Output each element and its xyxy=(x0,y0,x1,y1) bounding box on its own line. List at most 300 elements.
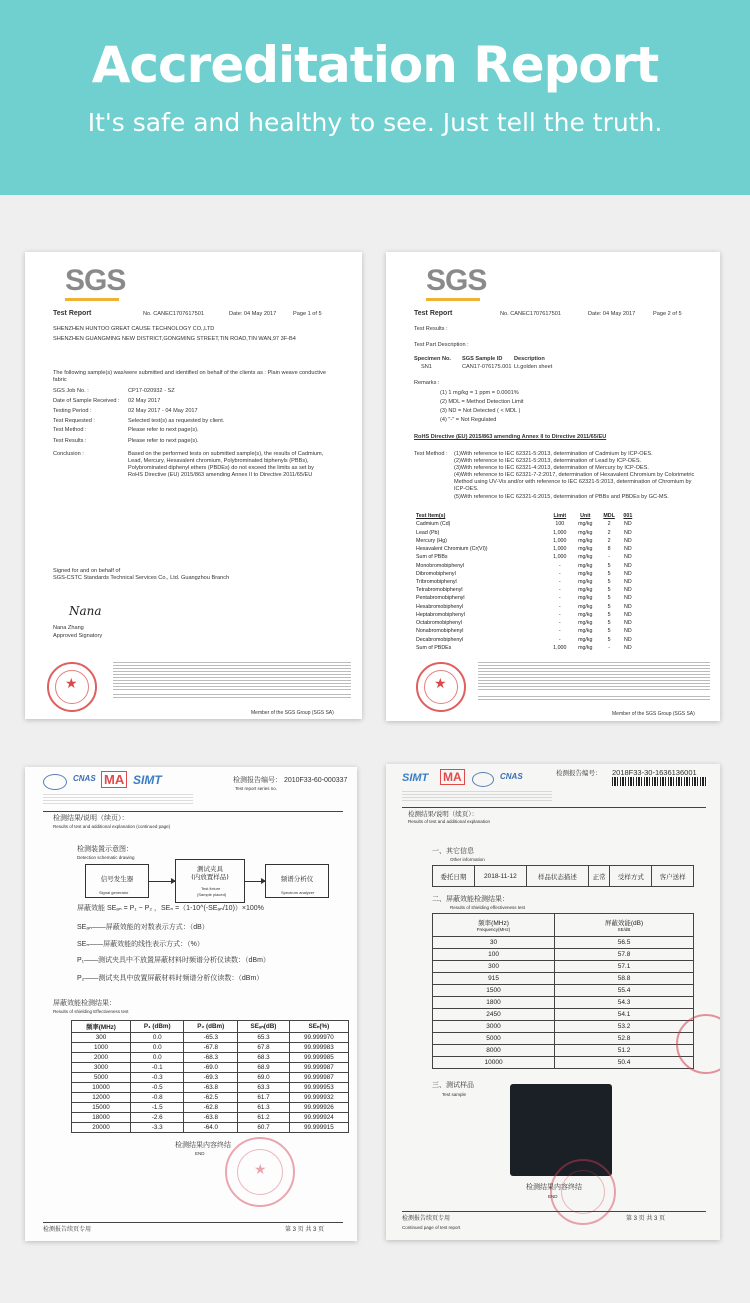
table-title: 屏蔽效能检测结果： xyxy=(53,1000,116,1007)
table-cell: 57.1 xyxy=(555,960,694,972)
table-cell: 65.3 xyxy=(238,1033,290,1043)
table-row xyxy=(433,1056,694,1068)
table-cell: 100 xyxy=(433,948,555,960)
conclusion-label: Conclusion : xyxy=(53,451,84,457)
table-cell: 5 xyxy=(607,562,611,569)
table-cell: 2 xyxy=(607,529,611,536)
info-value: 正常 xyxy=(588,866,610,887)
table-cell: ND xyxy=(624,537,632,544)
table-cell: ND xyxy=(624,562,632,569)
table-cell: -62.5 xyxy=(184,1093,238,1103)
table-cell: mg/kg xyxy=(578,603,593,610)
company-address: SHENZHEN GUANGMING NEW DISTRICT,GONGMING STREET,TIN ROAD,TIN WAN,97 3F-B4 xyxy=(53,336,296,342)
table-cell: -0.5 xyxy=(131,1083,184,1093)
box-label: 频谱分析仪 xyxy=(280,875,314,883)
field-label: Test Requested : xyxy=(53,418,95,424)
sgs-logo-bar xyxy=(426,298,480,301)
specimen-cell: SN1 xyxy=(421,364,432,370)
table-cell: 99.999915 xyxy=(289,1123,348,1133)
shielding-se-table xyxy=(432,913,694,1069)
table-cell: ND xyxy=(624,546,632,553)
footer-text: Member of the SGS Group (SGS SA) xyxy=(612,711,695,717)
table-cell: 99.999924 xyxy=(289,1113,348,1123)
table-cell: 99.999926 xyxy=(289,1103,348,1113)
table-cell: mg/kg xyxy=(578,628,593,635)
table-cell: 5 xyxy=(607,636,611,643)
table-cell: 1,000 xyxy=(553,644,567,651)
table-row xyxy=(416,561,636,569)
table-cell: Nonabromobiphenyl xyxy=(416,628,464,635)
table-row xyxy=(72,1053,349,1063)
table-cell: Tribromobiphenyl xyxy=(416,578,457,585)
table-cell: 2 xyxy=(607,537,611,544)
box-label-en: Spectrum analyzer xyxy=(281,890,315,895)
table-cell: -63.8 xyxy=(184,1083,238,1093)
table-row xyxy=(433,960,694,972)
results-title-en: Results of test and additional explanation (continued page) xyxy=(53,824,171,829)
table-row xyxy=(72,1113,349,1123)
table-cell: 3000 xyxy=(72,1063,131,1073)
table-row xyxy=(416,611,636,619)
table-cell: 1800 xyxy=(433,996,555,1008)
table-cell: 300 xyxy=(433,960,555,972)
table-cell: ND xyxy=(624,578,632,585)
table-cell: - xyxy=(558,587,561,594)
sgs-logo: SGS xyxy=(65,264,126,297)
fine-print xyxy=(478,696,710,701)
report-number: 检测报告编号： 2010F33-60-000337 xyxy=(233,777,348,784)
table-header-cell: 频率(MHz) xyxy=(72,1021,131,1033)
table-cell: Octabromobiphenyl xyxy=(416,620,462,627)
table-cell: 1,000 xyxy=(553,537,567,544)
banner-title: Accreditation Report xyxy=(91,36,659,94)
table-cell: 3000 xyxy=(433,1020,555,1032)
sgs-logo-bar xyxy=(65,298,119,301)
table-cell: 63.3 xyxy=(238,1083,290,1093)
table-cell: 30 xyxy=(433,936,555,948)
box-label-en: Signal generator xyxy=(99,890,129,895)
se-db-definition: SEₐₙ——屏蔽效能的对数表示方式：（dB） xyxy=(77,924,209,931)
table-cell: 55.4 xyxy=(555,984,694,996)
table-row xyxy=(416,586,636,594)
table-cell: ND xyxy=(624,554,632,561)
data-table xyxy=(416,512,636,652)
remark-line: (4) "-" = Not Regulated xyxy=(440,417,497,423)
table-row xyxy=(72,1033,349,1043)
banner-subtitle: It's safe and healthy to see. Just tell the truth. xyxy=(87,108,663,137)
rohs-results-table xyxy=(416,512,636,652)
barcode xyxy=(612,777,708,786)
table-row xyxy=(416,520,636,528)
table-row xyxy=(72,1073,349,1083)
table-cell: Heptabromobiphenyl xyxy=(416,611,465,618)
other-info-table xyxy=(432,865,694,887)
fine-print xyxy=(478,662,710,690)
table-header-cell xyxy=(433,914,555,937)
table-row xyxy=(416,545,636,553)
ma-logo: MA xyxy=(440,769,465,785)
header-divider xyxy=(43,811,343,812)
table-cell: mg/kg xyxy=(578,521,593,528)
table-cell: -0.8 xyxy=(131,1093,184,1103)
table-cell: Pentabromobiphenyl xyxy=(416,595,465,602)
table-cell: 61.2 xyxy=(238,1113,290,1123)
table-cell: 1500 xyxy=(433,984,555,996)
cma-logo xyxy=(43,774,67,790)
table-cell: 99.999983 xyxy=(289,1043,348,1053)
sgs-report-page-1[interactable] xyxy=(25,252,362,719)
table-cell: mg/kg xyxy=(578,578,593,585)
table-cell: 12000 xyxy=(72,1093,131,1103)
fine-print xyxy=(113,694,351,699)
table-row xyxy=(433,1020,694,1032)
simt-report-page-3[interactable] xyxy=(25,767,357,1241)
table-cell: 1,000 xyxy=(553,546,567,553)
section-title: 三、测试样品 xyxy=(432,1082,474,1089)
table-row xyxy=(433,1032,694,1044)
sgs-report-page-2[interactable] xyxy=(386,252,720,721)
field-label: SGS Job No. : xyxy=(53,388,89,394)
header-label-en: Frequency(MHz) xyxy=(476,926,511,932)
field-value: CP17-020932 - SZ xyxy=(128,388,175,394)
table-row xyxy=(433,972,694,984)
table-cell: 10000 xyxy=(72,1083,131,1093)
table-cell: 2450 xyxy=(433,1008,555,1020)
table-row xyxy=(72,1083,349,1093)
test-results-label: Test Results : xyxy=(414,326,448,332)
table-cell: ND xyxy=(624,628,632,635)
table-cell: Lead (Pb) xyxy=(416,529,440,536)
table-cell: 5 xyxy=(607,595,611,602)
method-line: Method using UV-Vis and/or with reference to IEC 62321-5:2013, determination of Chromium by xyxy=(454,479,692,485)
shielding-results-table xyxy=(71,1020,349,1133)
method-line: (3)With reference to IEC 62321-4:2013, determination of Mercury by ICP-OES. xyxy=(454,465,649,471)
table-cell: 58.8 xyxy=(555,972,694,984)
section-title-en: Test sample xyxy=(442,1092,467,1097)
table-row xyxy=(72,1103,349,1113)
signatory-name: Nana Zhang xyxy=(53,625,84,631)
table-cell: - xyxy=(558,620,561,627)
table-cell: Hexavalent Chromium (Cr(VI)) xyxy=(416,546,488,553)
table-cell: 5 xyxy=(607,587,611,594)
report-page: Page 2 of 5 xyxy=(653,311,682,317)
table-cell: 51.2 xyxy=(555,1044,694,1056)
table-cell: Mercury (Hg) xyxy=(416,537,447,544)
table-cell: 99.999932 xyxy=(289,1093,348,1103)
table-cell: 5 xyxy=(607,628,611,635)
results-title-en: Results of test and additional explanation xyxy=(408,819,491,824)
table-cell: mg/kg xyxy=(578,636,593,643)
p1-definition: P₁——测试夹具中不放置屏蔽材料时频谱分析仪读数：（dBm） xyxy=(77,957,270,964)
star-icon: ★ xyxy=(65,676,78,692)
table-cell: -0.3 xyxy=(131,1073,184,1083)
cnas-logo: CNAS xyxy=(500,772,523,781)
report-number-en: Test report series no. xyxy=(235,786,278,791)
table-cell: 5 xyxy=(607,620,611,627)
se-pct-definition: SEₙ——屏蔽效能的线性表示方式：（%） xyxy=(77,941,204,948)
institute-header xyxy=(402,791,552,803)
table-row xyxy=(416,578,636,586)
report-date: Date: 04 May 2017 xyxy=(588,311,636,317)
field-label: Testing Period : xyxy=(53,408,92,414)
simt-logo: SIMT xyxy=(133,773,162,787)
table-header-cell: Limit xyxy=(553,513,567,520)
table-cell: 20000 xyxy=(72,1123,131,1133)
report-number: No. CANEC1707617501 xyxy=(500,311,561,317)
table-cell: - xyxy=(558,578,561,585)
footer-right: 第 3 页 共 3 页 xyxy=(285,1227,325,1233)
signature: Nana xyxy=(69,604,102,618)
table-header-cell: SEₐₙ(dB) xyxy=(238,1021,290,1033)
table-cell: 18000 xyxy=(72,1113,131,1123)
table-cell: 99.999987 xyxy=(289,1073,348,1083)
table-cell: ND xyxy=(624,644,632,651)
table-cell: mg/kg xyxy=(578,595,593,602)
table-cell: 56.5 xyxy=(555,936,694,948)
cma-logo xyxy=(472,772,494,787)
table-cell: 57.8 xyxy=(555,948,694,960)
table-cell: -64.0 xyxy=(184,1123,238,1133)
signed-line: SGS-CSTC Standards Technical Services Co., Ltd. Guangzhou Branch xyxy=(53,575,230,581)
table-row xyxy=(416,537,636,545)
table-row xyxy=(72,1063,349,1073)
signatory-title: Approved Signatory xyxy=(53,633,103,639)
table-header-cell: MDL xyxy=(603,513,615,520)
table-header-cell: Test Item(s) xyxy=(416,513,446,520)
table-header-row xyxy=(433,914,694,937)
table-row xyxy=(433,936,694,948)
fine-print xyxy=(113,662,351,690)
box-label: 测试夹具 xyxy=(197,865,223,873)
table-cell: 61.3 xyxy=(238,1103,290,1113)
table-cell: 60.7 xyxy=(238,1123,290,1133)
table-cell: 0.0 xyxy=(131,1053,184,1063)
table-cell: -63.8 xyxy=(184,1113,238,1123)
table-cell: 53.2 xyxy=(555,1020,694,1032)
table-cell: 10000 xyxy=(433,1056,555,1068)
report-page: Page 1 of 5 xyxy=(293,311,322,317)
field-value: 02 May 2017 - 04 May 2017 xyxy=(128,408,198,414)
table-cell: 99.999970 xyxy=(289,1033,348,1043)
table-row xyxy=(433,1008,694,1020)
table-title-en: Results of shielding Effectiveness test xyxy=(53,1009,129,1014)
p2-definition: P₂——测试夹具中放置屏蔽材料时频谱分析仪读数：（dBm） xyxy=(77,975,264,982)
table-cell: 52.8 xyxy=(555,1032,694,1044)
test-method-label: Test Method : xyxy=(414,451,448,457)
table-cell: ND xyxy=(624,636,632,643)
table-cell: -3.3 xyxy=(131,1123,184,1133)
remark-line: (3) ND = Not Detected ( < MDL ) xyxy=(440,408,521,414)
table-header-cell: P₁ (dBm) xyxy=(131,1021,184,1033)
table-cell: mg/kg xyxy=(578,611,593,618)
report-title: Test Report xyxy=(414,310,453,317)
table-cell: mg/kg xyxy=(578,562,593,569)
footer-divider xyxy=(43,1222,343,1223)
table-cell: Dibromobiphenyl xyxy=(416,570,456,577)
remarks-label: Remarks : xyxy=(414,380,440,386)
report-number-label: 检测报告编号： xyxy=(556,770,602,777)
table-cell: -68.3 xyxy=(184,1053,238,1063)
table-cell: mg/kg xyxy=(578,644,593,651)
table-cell: 2 xyxy=(607,521,611,528)
footer-left-en: Continued page of test report xyxy=(402,1225,461,1230)
table-header-cell xyxy=(555,914,694,937)
section-title-en: Other information xyxy=(450,857,485,862)
specimen-header: Description xyxy=(514,356,545,362)
table-cell: ND xyxy=(624,603,632,610)
conclusion-line: RoHS Directive (EU) 2015/863 amending Annex II to Directive 2011/65/EU xyxy=(128,472,313,478)
table-cell: - xyxy=(608,644,611,651)
table-cell: 1,000 xyxy=(553,554,567,561)
table-cell: 5 xyxy=(607,611,611,618)
table-cell: - xyxy=(558,562,561,569)
table-header-cell: 001 xyxy=(623,513,633,520)
simt-report-page-3b[interactable] xyxy=(386,764,720,1240)
table-cell: 15000 xyxy=(72,1103,131,1113)
field-value: Please refer to next page(s). xyxy=(128,427,199,433)
info-label: 委托日期 xyxy=(433,866,475,887)
field-label: Test Method : xyxy=(53,427,87,433)
box-label: (内放置样品) xyxy=(191,873,229,882)
table-cell: -2.6 xyxy=(131,1113,184,1123)
table-cell: 5000 xyxy=(72,1073,131,1083)
star-icon: ★ xyxy=(254,1162,267,1178)
method-line: (1)With reference to IEC 62321-5:2013, determination of Cadmium by ICP-OES. xyxy=(454,451,653,457)
table-cell: Decabromobiphenyl xyxy=(416,636,464,643)
table-cell: - xyxy=(558,603,561,610)
footer-left: 检测报告续页专用 xyxy=(402,1216,451,1222)
field-label: Date of Sample Received : xyxy=(53,398,120,404)
table-row xyxy=(416,644,636,652)
table-row xyxy=(433,948,694,960)
table-cell: 1000 xyxy=(72,1043,131,1053)
table-cell: 8 xyxy=(607,546,611,553)
intro-text-2: fabric xyxy=(53,377,67,383)
report-title: Test Report xyxy=(53,310,92,317)
end-note: 检测结果内容终结 xyxy=(526,1184,582,1191)
table-cell: -0.1 xyxy=(131,1063,184,1073)
table-row xyxy=(416,594,636,602)
table-row xyxy=(433,996,694,1008)
box-label-en: Test fixture xyxy=(201,886,221,891)
table-cell: 69.0 xyxy=(238,1073,290,1083)
table-row xyxy=(416,570,636,578)
specimen-cell: Lt.golden sheet xyxy=(514,364,553,370)
table-cell: -69.0 xyxy=(184,1063,238,1073)
results-title: 检测结果/说明（续页）： xyxy=(408,811,479,818)
table-row xyxy=(72,1093,349,1103)
conclusion-line: Polybrominated diphenyl ethers (PBDEs) do not exceed the limits as set by xyxy=(128,465,314,471)
arrow-connector xyxy=(149,881,175,882)
table-cell: ND xyxy=(624,611,632,618)
method-line: ICP-OES. xyxy=(454,486,479,492)
table-header-cell: P₂ (dBm) xyxy=(184,1021,238,1033)
table-row xyxy=(416,528,636,536)
table-cell: 61.7 xyxy=(238,1093,290,1103)
table-cell: 68.9 xyxy=(238,1063,290,1073)
company-name: SHENZHEN HUNTOO GREAT CAUSE TECHNOLOGY CO.,LTD xyxy=(53,326,215,332)
table-cell: -65.3 xyxy=(184,1033,238,1043)
table-cell: -67.8 xyxy=(184,1043,238,1053)
table-cell: 8000 xyxy=(433,1044,555,1056)
table-cell: 5 xyxy=(607,603,611,610)
end-note-en: END xyxy=(195,1151,205,1156)
table-cell: 5 xyxy=(607,570,611,577)
data-table xyxy=(432,913,694,1069)
institute-header xyxy=(43,794,193,806)
rohs-title: RoHS Directive (EU) 2015/863 amending Annex II to Directive 2011/65/EU xyxy=(414,434,607,440)
table-cell: mg/kg xyxy=(578,620,593,627)
arrow-connector xyxy=(245,881,265,882)
method-line: (4)With reference to IEC 62321-7-2:2017, determination of Hexavalent Chromium by Colorimetric xyxy=(454,472,695,478)
table-cell: Tetrabromobiphenyl xyxy=(416,587,463,594)
table-cell: ND xyxy=(624,595,632,602)
header-banner xyxy=(0,0,750,195)
table-cell: - xyxy=(558,636,561,643)
header-label: 屏蔽效能(dB) xyxy=(604,919,644,927)
section-title-en: Results of shielding effectiveness test xyxy=(450,905,525,910)
header-divider xyxy=(402,807,706,808)
table-cell: ND xyxy=(624,521,632,528)
formula: 屏蔽效能 SEₐₙ = P₁ − P₂ ，SEₙ =（1-10^(-SEₐₙ/10)）×100% xyxy=(77,905,264,912)
diagram-title: 检测装置示意图： xyxy=(77,846,133,853)
cnas-logo: CNAS xyxy=(73,774,96,783)
remark-line: (2) MDL = Method Detection Limit xyxy=(440,399,524,405)
table-cell: mg/kg xyxy=(578,554,593,561)
header-label-en: SE/dB xyxy=(617,926,631,932)
specimen-cell: CAN17-076175.001 xyxy=(462,364,512,370)
intro-text: The following sample(s) was/were submitted and identified on behalf of the clients as : Plain weave conductive xyxy=(53,370,326,376)
table-cell: mg/kg xyxy=(578,570,593,577)
table-cell: - xyxy=(608,554,611,561)
signed-line: Signed for and on behalf of xyxy=(53,568,121,574)
table-cell: ND xyxy=(624,587,632,594)
table-cell: -1.5 xyxy=(131,1103,184,1113)
table-cell: - xyxy=(558,570,561,577)
remark-line: (1) 1 mg/kg = 1 ppm = 0.0001% xyxy=(440,390,519,396)
table-cell: - xyxy=(558,595,561,602)
table-cell: 99.999953 xyxy=(289,1083,348,1093)
ma-logo: MA xyxy=(101,771,127,788)
simt-logo: SIMT xyxy=(402,772,429,784)
section-title: 一、其它信息 xyxy=(432,848,474,855)
sgs-logo: SGS xyxy=(426,264,487,297)
data-table xyxy=(71,1020,349,1133)
end-note-en: END xyxy=(548,1194,558,1199)
table-cell: Monobromobiphenyl xyxy=(416,562,464,569)
table-cell: mg/kg xyxy=(578,529,593,536)
table-cell: 5 xyxy=(607,578,611,585)
results-title: 检测结果/说明（续页）： xyxy=(53,815,129,822)
table-cell: 2000 xyxy=(72,1053,131,1063)
report-number: 2018F33-30-1636136001 xyxy=(612,768,697,777)
field-label: Test Results : xyxy=(53,438,87,444)
table-cell: 54.1 xyxy=(555,1008,694,1020)
table-cell: - xyxy=(558,628,561,635)
end-note: 检测结果内容终结 xyxy=(175,1142,231,1149)
specimen-header: SGS Sample ID xyxy=(462,356,503,362)
star-icon: ★ xyxy=(434,676,447,692)
table-row xyxy=(72,1043,349,1053)
table-cell: 67.8 xyxy=(238,1043,290,1053)
footer-right: 第 3 页 共 3 页 xyxy=(626,1216,666,1222)
table-cell: 0.0 xyxy=(131,1043,184,1053)
table-cell: ND xyxy=(624,570,632,577)
info-label: 样品状态描述 xyxy=(526,866,588,887)
table-cell: - xyxy=(558,611,561,618)
info-label: 受样方式 xyxy=(610,866,652,887)
table-header-row xyxy=(416,512,636,520)
